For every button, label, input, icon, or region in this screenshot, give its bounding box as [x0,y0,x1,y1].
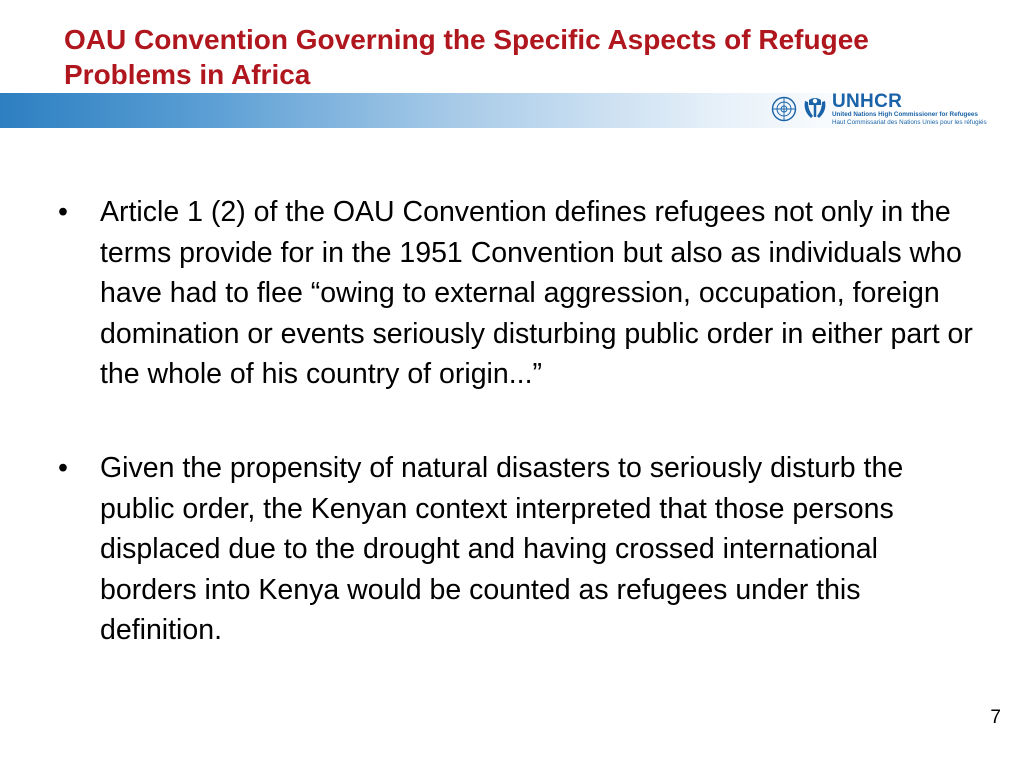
un-emblem-icon [771,96,797,122]
slide-title: OAU Convention Governing the Specific Aspects of Refugee Problems in Africa [64,24,869,90]
bullet-text: Article 1 (2) of the OAU Convention defines refugees not only in the terms provide for in the 1951 Convention but also as individuals who have had to flee “owing to external aggression, occupation, foreign domination or events seriously disturbing public order in either part or the whole of his country of origin...” [100,196,973,391]
bullet-item [58,192,978,395]
unhcr-hands-icon [802,95,828,123]
bullet-icon: • [58,196,68,228]
logo-subtitle-fr: Haut Commissariat des Nations Unies pour les réfugiés [832,118,987,126]
unhcr-logo [771,91,991,127]
logo-text [832,92,987,126]
bullet-text: Given the propensity of natural disasters to seriously disturb the public order, the Kenyan context interpreted that those persons displaced due to the drought and having crossed international borders into Kenya would be counted as refugees under this definition. [100,451,904,647]
bullet-icon: • [58,451,68,484]
bullet-item [58,448,978,651]
page-number: 7 [990,707,1001,728]
logo-brand: UNHCR [832,91,903,112]
logo-subtitle-en: United Nations High Commissioner for Refugees [832,111,978,118]
bullet-list [58,192,978,704]
